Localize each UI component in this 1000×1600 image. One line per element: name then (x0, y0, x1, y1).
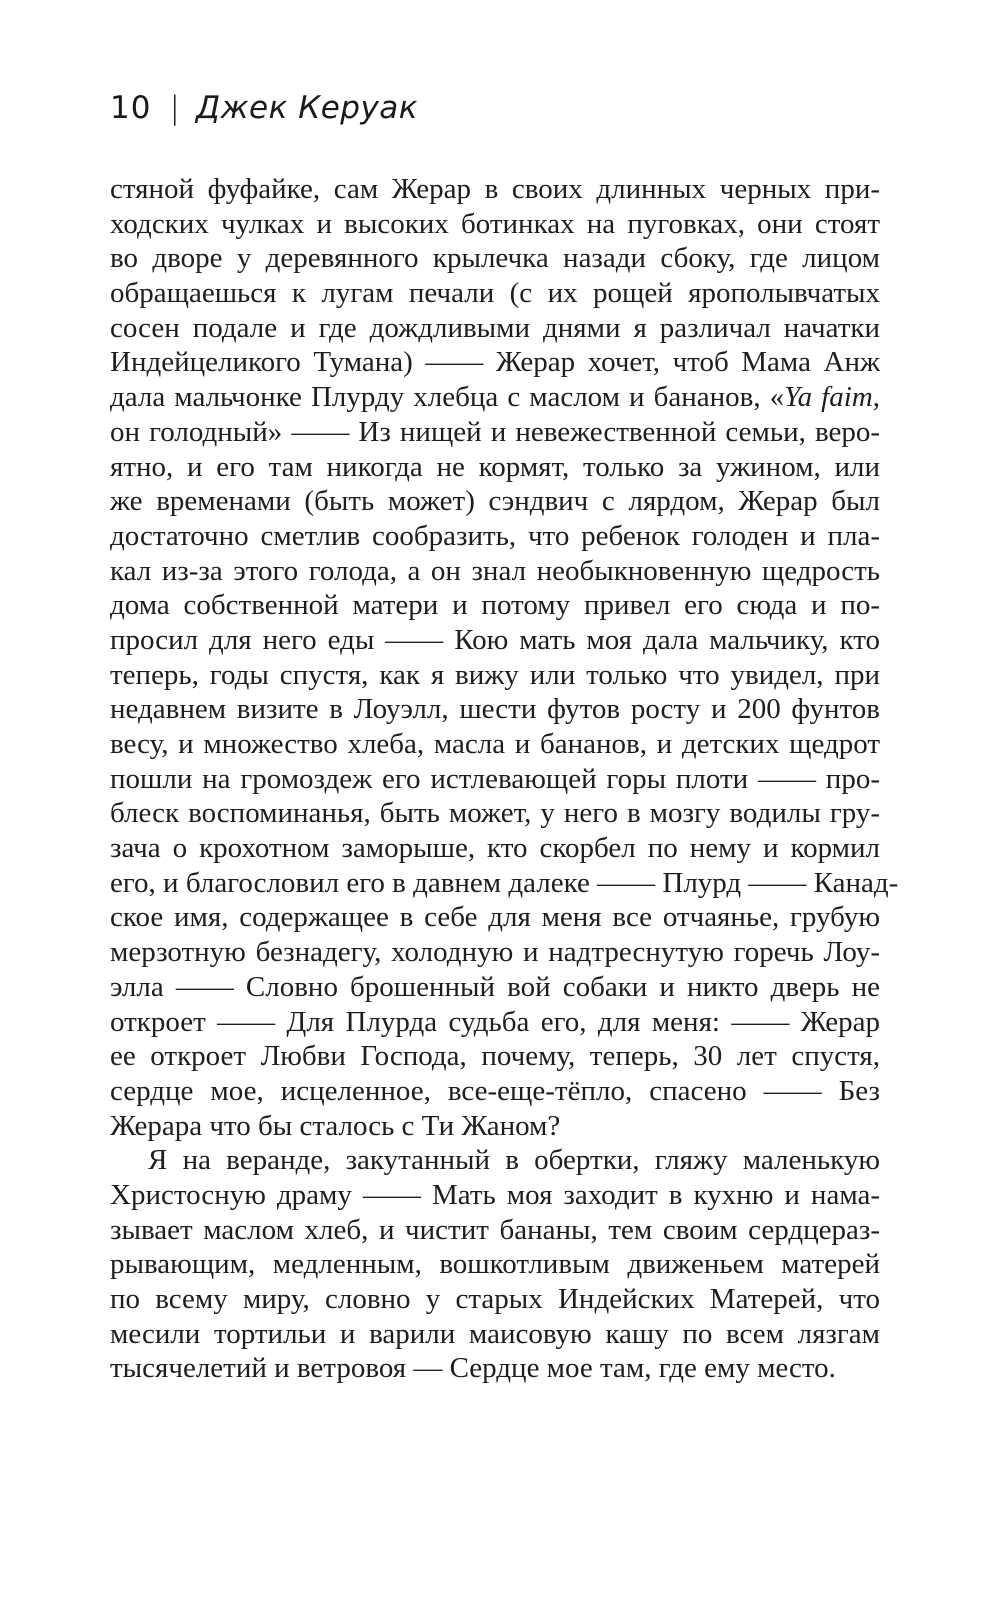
body-text (110, 172, 899, 1386)
text-line: пошли на громоздеж его истлевающей горы плоти —— про- (110, 762, 880, 795)
text-line: весу, и множество хлеба, масла и бананов, и детских щедрот (110, 728, 880, 760)
text-line: кал из-за этого голода, а он знал необыкновенную щедрость (110, 554, 880, 587)
page-number: 10 (110, 90, 152, 126)
text-line: тысячелетий и ветровоя — Сердце мое там, где ему место. (110, 1352, 836, 1385)
foreign-phrase: Ya faim (784, 381, 873, 414)
text-line: мерзотную безнадегу, холодную и надтреснутую горечь Лоу- (110, 936, 880, 969)
text-line: Индейцеликого Тумана) —— Жерар хочет, чтоб Мама Анж (110, 346, 880, 379)
text-line: по всему миру, словно у старых Индейских Матерей, что (110, 1283, 880, 1315)
text-line: ятно, и его там никогда не кормят, только за ужином, или (110, 450, 880, 483)
text-line: обращаешься к лугам печали (с их рощей ярополывчатых (110, 277, 880, 310)
text-line: рывающим, медленным, вошкотливым движеньем матерей (110, 1248, 880, 1281)
text-line: Христосную драму —— Мать моя заходит в кухню и нама- (110, 1178, 880, 1211)
text-line: стяной фуфайке, сам Жерар в своих длинных черных при- (110, 173, 880, 205)
running-header (110, 84, 418, 132)
text-line: ее откроет Любви Господа, почему, теперь, 30 лет спустя, (110, 1040, 880, 1073)
text-line: дома собственной матери и потому привел его сюда и по- (110, 589, 880, 622)
text-line: достаточно сметлив сообразить, что ребенок голоден и пла- (110, 519, 880, 552)
text-line: его, и благословил его в давнем далеке —— Плурд —— Канад- (110, 866, 899, 899)
text-line: блеск воспоминанья, быть может, у него в мозгу водилы гру- (110, 797, 880, 830)
text-line: ходских чулках и высоких ботинках на пуговках, они стоят (110, 207, 880, 240)
text-line: дала мальчонке Плурду хлебца с маслом и бананов, «Ya faim, (110, 381, 880, 414)
text-line: Я на веранде, закутанный в обертки, гляжу маленькую (148, 1144, 880, 1177)
text-line: зывает маслом хлеб, и чистит бананы, тем своим сердцераз- (110, 1213, 880, 1246)
text-line: месили тортильи и варили маисовую кашу по всем лязгам (110, 1317, 880, 1350)
text-line: во дворе у деревянного крылечка назади сбоку, где лицом (110, 242, 880, 275)
text-line: же временами (быть может) сэндвич с лярдом, Жерар был (110, 485, 880, 518)
text-line: недавнем визите в Лоуэлл, шести футов росту и 200 фунтов (110, 693, 880, 726)
running-title: Джек Керуак (195, 90, 419, 126)
text-line: элла —— Словно брошенный вой собаки и никто дверь не (110, 970, 880, 1003)
text-line: сосен подале и где дождливыми днями я различал начатки (110, 311, 880, 344)
text-line: он голодный» —— Из нищей и невежественной семьи, веро- (110, 415, 880, 448)
text-line: откроет —— Для Плурда судьба его, для меня: —— Жерар (110, 1005, 880, 1038)
text-line: теперь, годы спустя, как я вижу или только что увидел, при (110, 658, 880, 691)
header-separator: | (169, 90, 180, 126)
text-line: Жерара что бы сталось с Ти Жаном? (110, 1109, 561, 1142)
text-line: зача о крохотном заморыше, кто скорбел по нему и кормил (110, 832, 880, 865)
text-line: ское имя, содержащее в себе для меня все отчаянье, грубую (110, 901, 880, 934)
text-line: просил для него еды —— Кою мать моя дала мальчику, кто (110, 623, 880, 656)
text-line: сердце мое, исцеленное, все-еще-тёпло, спасено —— Без (110, 1074, 880, 1107)
